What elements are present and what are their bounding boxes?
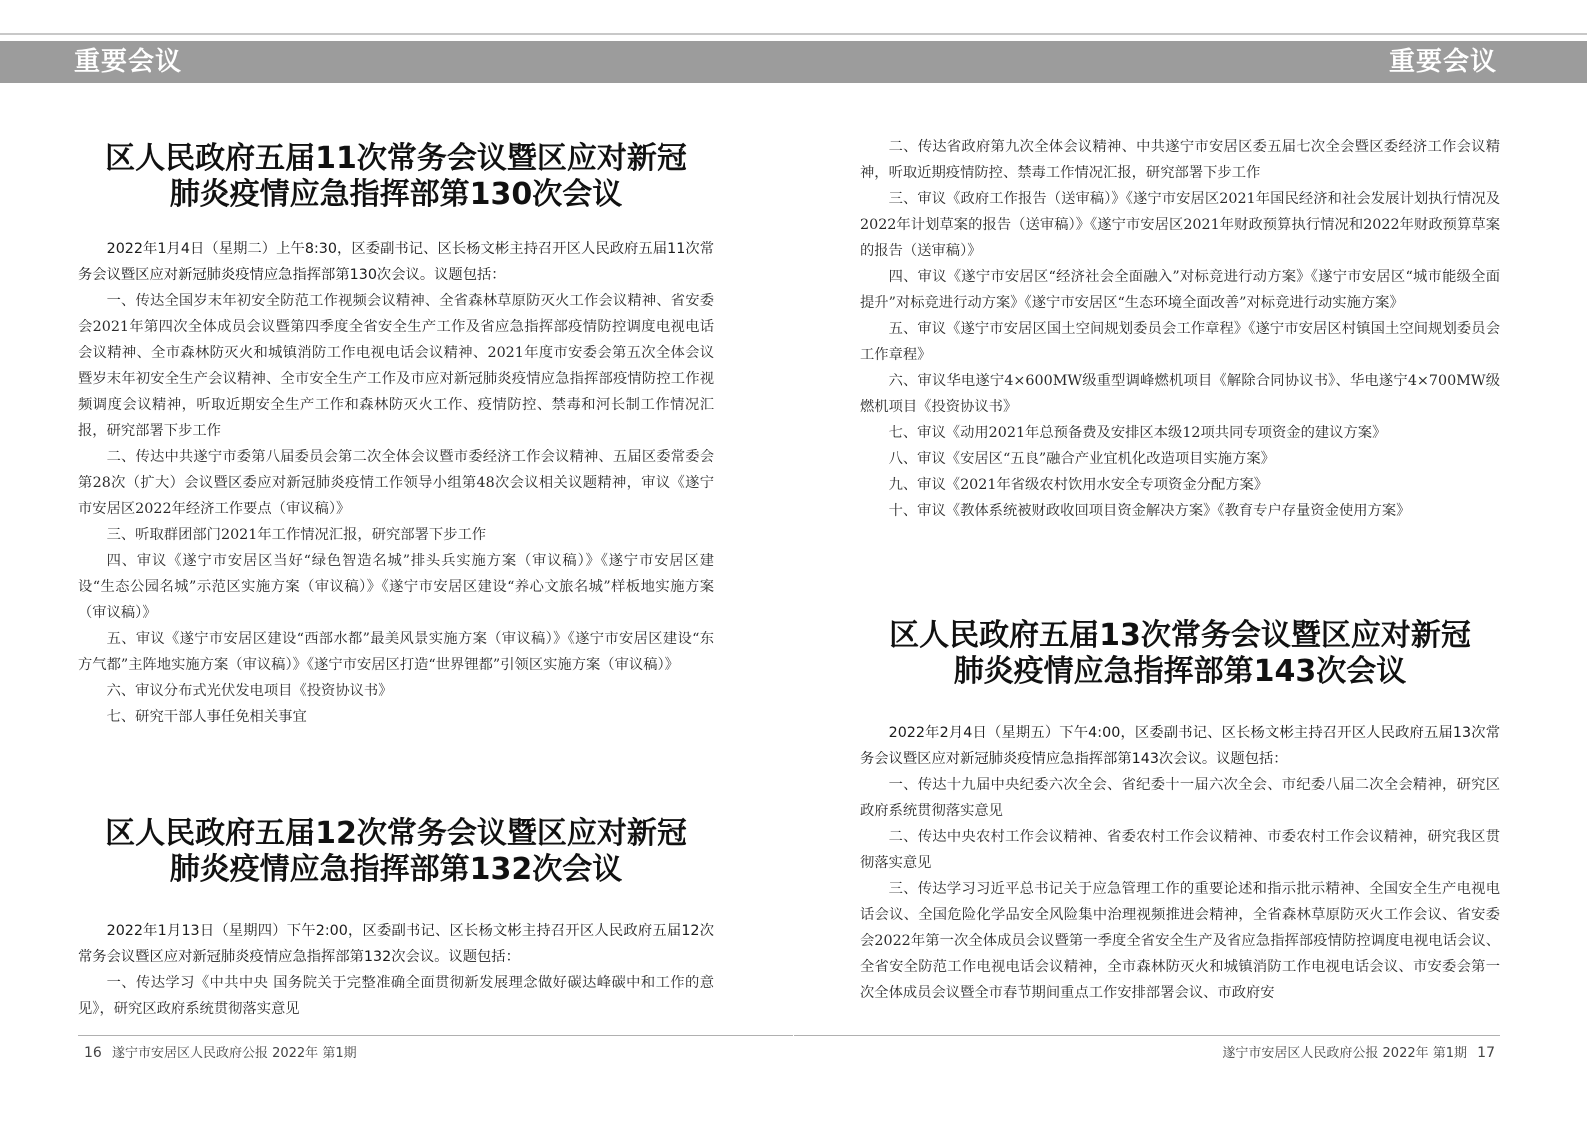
agenda-item: 七、审议《动用2021年总预备费及安排区本级12项共同专项资金的建议方案》 bbox=[888, 425, 1387, 441]
article-body-130 bbox=[78, 236, 714, 730]
agenda-item: 六、审议分布式光伏发电项目《投资协议书》 bbox=[106, 683, 393, 699]
title-line: 肺炎疫情应急指挥部第143次会议 bbox=[953, 654, 1407, 689]
agenda-item: 九、审议《2021年省级农村饮用水安全专项资金分配方案》 bbox=[888, 477, 1269, 493]
publication-name: 遂宁市安居区人民政府公报 2022年 第1期 bbox=[111, 1046, 357, 1061]
title-line: 区人民政府五届12次常务会议暨区应对新冠 bbox=[105, 816, 687, 851]
agenda-item: 六、审议华电遂宁4×600MW级重型调峰燃机项目《解除合同协议书》、华电遂宁4×700MW级燃机项目《投资协议书》 bbox=[860, 373, 1500, 415]
page-number: 17 bbox=[1477, 1045, 1495, 1061]
agenda-item: 四、审议《遂宁市安居区当好“绿色智造名城”排头兵实施方案（审议稿）》《遂宁市安居区建设“生态公园名城”示范区实施方案（审议稿）》《遂宁市安居区建设“养心文旅名城”样板地实施方案（审议稿）》 bbox=[78, 553, 714, 621]
section-label-left: 重要会议 bbox=[74, 47, 183, 77]
footer-left bbox=[78, 1042, 357, 1061]
title-line: 肺炎疫情应急指挥部第132次会议 bbox=[169, 852, 623, 887]
right-page bbox=[794, 0, 1587, 1122]
intro-paragraph: 2022年2月4日（星期五）下午4:00，区委副书记、区长杨文彬主持召开区人民政府五届13次常务会议暨区应对新冠肺炎疫情应急指挥部第143次会议。议题包括： bbox=[860, 725, 1500, 767]
intro-paragraph: 2022年1月4日（星期二）上午8:30，区委副书记、区长杨文彬主持召开区人民政府五届11次常务会议暨区应对新冠肺炎疫情应急指挥部第130次会议。议题包括： bbox=[78, 241, 714, 283]
agenda-item: 四、审议《遂宁市安居区“经济社会全面融入”对标竞进行动方案》《遂宁市安居区“城市能级全面提升”对标竞进行动方案》《遂宁市安居区“生态环境全面改善”对标竞进行动实施方案》 bbox=[860, 269, 1500, 311]
footer-rule-right bbox=[794, 1035, 1500, 1036]
agenda-item: 一、传达全国岁末年初安全防范工作视频会议精神、全省森林草原防灭火工作会议精神、省安委会2021年第四次全体成员会议暨第四季度全省安全生产工作及省应急指挥部疫情防控调度电视电话会议精神、全市森林防灭火和城镇消防工作电视电话会议精神、2021年度市安委会第五次全体会议暨岁末年初安全生产会议精神、全市安全生产工作及市应对新冠肺炎疫情应急指挥部疫情防控工作视频调度会议精神，听取近期安全生产工作和森林防灭火工作、疫情防控、禁毒和河长制工作情况汇报，研究部署下步工作 bbox=[78, 293, 714, 439]
article-body-132 bbox=[78, 918, 714, 1022]
title-line: 肺炎疫情应急指挥部第130次会议 bbox=[169, 177, 623, 212]
agenda-item: 五、审议《遂宁市安居区国土空间规划委员会工作章程》《遂宁市安居区村镇国土空间规划委员会工作章程》 bbox=[860, 321, 1500, 363]
article-body-143 bbox=[860, 720, 1500, 1006]
section-label-right: 重要会议 bbox=[1389, 47, 1498, 77]
page-number: 16 bbox=[84, 1045, 102, 1061]
agenda-item: 三、审议《政府工作报告（送审稿）》《遂宁市安居区2021年国民经济和社会发展计划执行情况及2022年计划草案的报告（送审稿）》《遂宁市安居区2021年财政预算执行情况和2022年财政预算草案的报告（送审稿）》 bbox=[860, 191, 1500, 259]
footer-rule-left bbox=[78, 1035, 793, 1036]
agenda-item: 二、传达中央农村工作会议精神、省委农村工作会议精神、市委农村工作会议精神，研究我区贯彻落实意见 bbox=[860, 829, 1500, 871]
agenda-item: 七、研究干部人事任免相关事宜 bbox=[106, 709, 307, 725]
article-title-143 bbox=[860, 618, 1500, 690]
agenda-item: 三、听取群团部门2021年工作情况汇报，研究部署下步工作 bbox=[106, 527, 487, 543]
agenda-item: 一、传达十九届中央纪委六次全会、省纪委十一届六次全会、市纪委八届二次全会精神，研究区政府系统贯彻落实意见 bbox=[860, 777, 1500, 819]
article-title-132 bbox=[78, 816, 714, 888]
article-body-132-continued bbox=[860, 134, 1500, 524]
title-line: 区人民政府五届11次常务会议暨区应对新冠 bbox=[105, 141, 687, 176]
agenda-item: 二、传达省政府第九次全体会议精神、中共遂宁市安居区委五届七次全会暨区委经济工作会议精神，听取近期疫情防控、禁毒工作情况汇报，研究部署下步工作 bbox=[860, 139, 1500, 181]
agenda-item: 二、传达中共遂宁市委第八届委员会第二次全体会议暨市委经济工作会议精神、五届区委常委会第28次（扩大）会议暨区委应对新冠肺炎疫情工作领导小组第48次会议相关议题精神，审议《遂宁市安居区2022年经济工作要点（审议稿）》 bbox=[78, 449, 714, 517]
agenda-item: 十、审议《教体系统被财政收回项目资金解决方案》《教育专户存量资金使用方案》 bbox=[888, 503, 1411, 519]
agenda-item: 五、审议《遂宁市安居区建设“西部水都”最美风景实施方案（审议稿）》《遂宁市安居区建设“东方气都”主阵地实施方案（审议稿）》《遂宁市安居区打造“世界锂都”引领区实施方案（审议稿）》 bbox=[78, 631, 714, 673]
agenda-item: 三、传达学习习近平总书记关于应急管理工作的重要论述和指示批示精神、全国安全生产电视电话会议、全国危险化学品安全风险集中治理视频推进会精神，全省森林草原防灭火工作会议、省安委会2022年第一次全体成员会议暨第一季度全省安全生产及省应急指挥部疫情防控调度电视电话会议、全省安全防范工作电视电话会议精神，全市森林防灭火和城镇消防工作电视电话会议、市安委会第一次全体成员会议暨全市春节期间重点工作安排部署会议、市政府安 bbox=[860, 881, 1500, 1001]
left-page bbox=[0, 0, 793, 1122]
agenda-item: 八、审议《安居区“五良”融合产业宜机化改造项目实施方案》 bbox=[888, 451, 1275, 467]
article-title-130 bbox=[78, 141, 714, 213]
title-line: 区人民政府五届13次常务会议暨区应对新冠 bbox=[889, 618, 1471, 653]
agenda-item: 一、传达学习《中共中央 国务院关于完整准确全面贯彻新发展理念做好碳达峰碳中和工作的意见》，研究区政府系统贯彻落实意见 bbox=[78, 975, 714, 1017]
footer-right bbox=[1222, 1042, 1501, 1061]
publication-name: 遂宁市安居区人民政府公报 2022年 第1期 bbox=[1222, 1046, 1468, 1061]
intro-paragraph: 2022年1月13日（星期四）下午2:00，区委副书记、区长杨文彬主持召开区人民政府五届12次常务会议暨区应对新冠肺炎疫情应急指挥部第132次会议。议题包括： bbox=[78, 923, 714, 965]
